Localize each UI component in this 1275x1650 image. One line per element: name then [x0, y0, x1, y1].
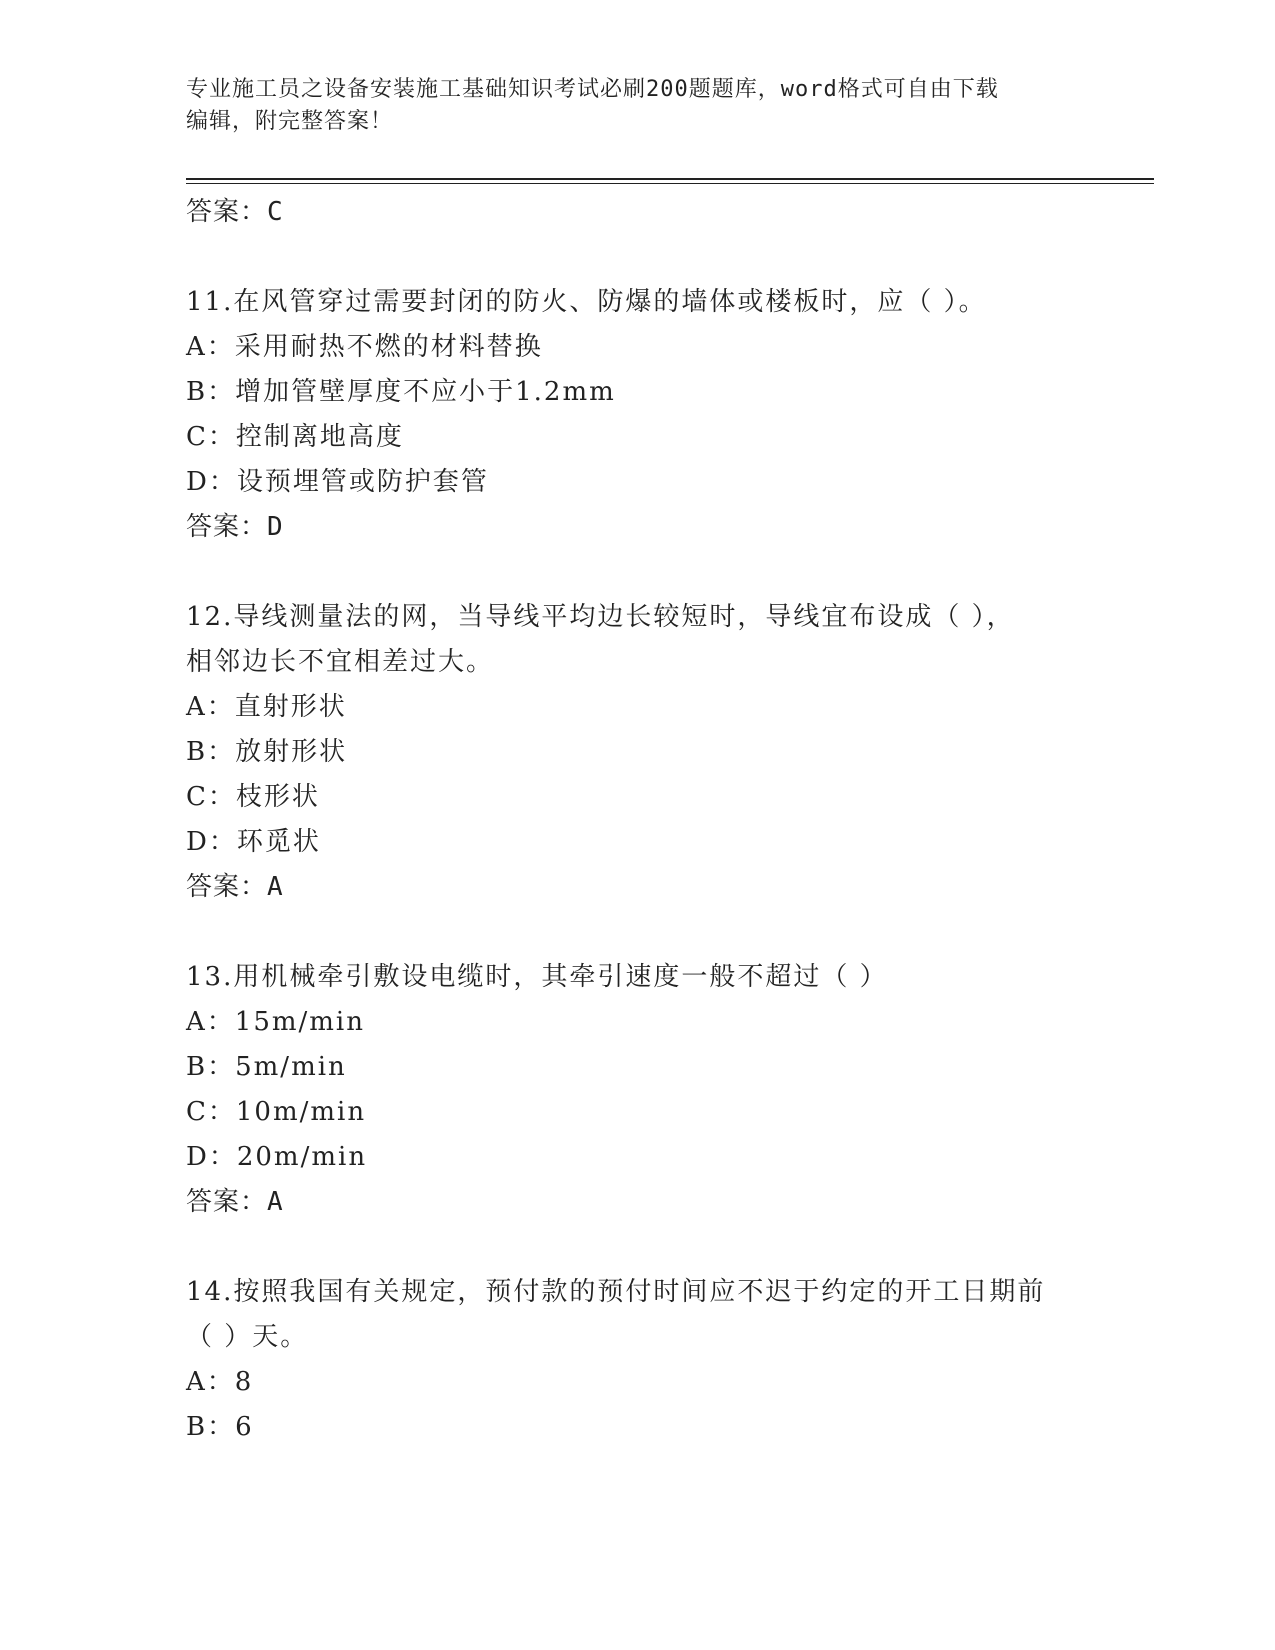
question-12-line-2: 相邻边长不宜相差过大。 [186, 647, 495, 677]
question-list [186, 190, 1086, 1450]
question-11-line-1: 11.在风管穿过需要封闭的防火、防爆的墙体或楼板时，应（ ）。 [186, 287, 987, 317]
question-12-option-c: C：枝形状 [186, 782, 320, 812]
question-13-option-c: C：10m/min [186, 1097, 367, 1127]
question-13-text [186, 955, 1086, 1000]
question-12-option-d: D：环觅状 [186, 827, 321, 857]
question-12-option-a: A：直射形状 [186, 692, 347, 722]
question-11-option-b: B：增加管壁厚度不应小于1.2mm [186, 377, 616, 407]
header-divider-thick [186, 178, 1154, 180]
question-13-option-b: B：5m/min [186, 1052, 347, 1082]
question-14-text [186, 1270, 1086, 1360]
question-11-option-d: D：设预埋管或防护套管 [186, 467, 489, 497]
question-13-option-a: A：15m/min [186, 1007, 365, 1037]
document-header [186, 74, 1066, 138]
question-14-option-b: B：6 [186, 1412, 254, 1442]
answer-previous: 答案：C [186, 197, 284, 227]
header-title-line-2: 编辑，附完整答案！ [186, 109, 394, 134]
question-12-answer: 答案：A [186, 872, 284, 902]
header-divider-thin [186, 183, 1154, 184]
question-13-line-1: 13.用机械牵引敷设电缆时，其牵引速度一般不超过（ ） [186, 962, 888, 992]
question-12-line-1: 12.导线测量法的网，当导线平均边长较短时，导线宜布设成（ ）， [186, 602, 1015, 632]
question-11-option-a: A：采用耐热不燃的材料替换 [186, 332, 543, 362]
question-12-option-b: B：放射形状 [186, 737, 348, 767]
question-12-text [186, 595, 1086, 685]
question-14-line-2: （ ）天。 [186, 1322, 309, 1352]
question-13-answer: 答案：A [186, 1187, 284, 1217]
question-14-line-1: 14.按照我国有关规定，预付款的预付时间应不迟于约定的开工日期前 [186, 1277, 1046, 1307]
question-13-option-d: D：20m/min [186, 1142, 368, 1172]
question-11-answer: 答案：D [186, 512, 284, 542]
question-14-option-a: A：8 [186, 1367, 254, 1397]
question-11-text [186, 280, 1086, 325]
header-title-line-1: 专业施工员之设备安装施工基础知识考试必刷200题题库，word格式可自由下载 [186, 77, 999, 102]
question-11-option-c: C：控制离地高度 [186, 422, 404, 452]
